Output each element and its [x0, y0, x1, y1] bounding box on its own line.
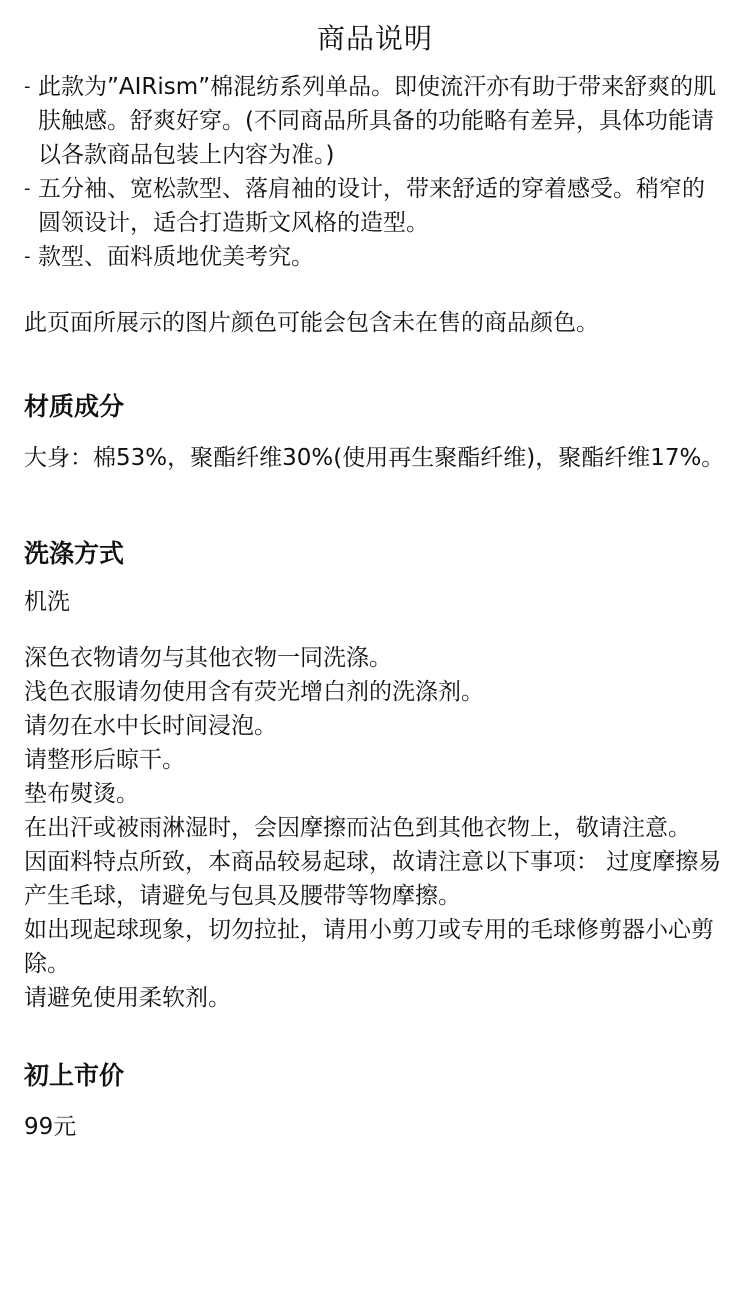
wash-method: 机洗 [24, 589, 70, 615]
wash-instruction: 深色衣物请勿与其他衣物一同洗涤。 [24, 645, 392, 671]
feature-text: 五分袖、宽松款型、落肩袖的设计，带来舒适的穿着感受。稍窄的圆领设计，适合打造斯文风格的造型。 [38, 176, 705, 236]
bullet-dash: - [24, 76, 31, 97]
wash-instruction: 请整形后晾干。 [24, 747, 185, 773]
material-heading: 材质成分 [24, 392, 125, 421]
price-heading: 初上市价 [24, 1061, 125, 1090]
price-value: 99元 [24, 1114, 77, 1140]
page-title: 商品说明 [316, 22, 433, 55]
feature-item [24, 70, 726, 172]
wash-heading: 洗涤方式 [24, 539, 125, 568]
wash-instruction: 因面料特点所致，本商品较易起球，故请注意以下事项： 过度摩擦易产生毛球，请避免与包具及腰带等物摩擦。 [24, 849, 722, 909]
wash-instruction: 请避免使用柔软剂。 [24, 985, 231, 1011]
color-note: 此页面所展示的图片颜色可能会包含未在售的商品颜色。 [24, 310, 599, 336]
wash-instructions [24, 641, 726, 1015]
material-text: 大身：棉53%，聚酯纤维30%(使用再生聚酯纤维)，聚酯纤维17%。 [24, 445, 725, 471]
bullet-dash: - [24, 246, 31, 267]
wash-instruction: 在出汗或被雨淋湿时，会因摩擦而沾色到其他衣物上，敬请注意。 [24, 815, 691, 841]
feature-item [24, 240, 726, 274]
wash-instruction: 浅色衣服请勿使用含有荧光增白剂的洗涤剂。 [24, 679, 484, 705]
wash-instruction: 请勿在水中长时间浸泡。 [24, 713, 277, 739]
feature-text: 此款为”AIRism”棉混纺系列单品。即使流汗亦有助于带来舒爽的肌肤触感。舒爽好穿。(不同商品所具备的功能略有差异，具体功能请以各款商品包装上内容为准。) [38, 74, 717, 168]
wash-instruction: 垫布熨烫。 [24, 781, 139, 807]
wash-instruction: 如出现起球现象，切勿拉扯，请用小剪刀或专用的毛球修剪器小心剪除。 [24, 917, 714, 977]
feature-text: 款型、面料质地优美考究。 [38, 244, 314, 270]
feature-item [24, 172, 726, 240]
bullet-dash: - [24, 178, 31, 199]
feature-list [24, 70, 726, 274]
